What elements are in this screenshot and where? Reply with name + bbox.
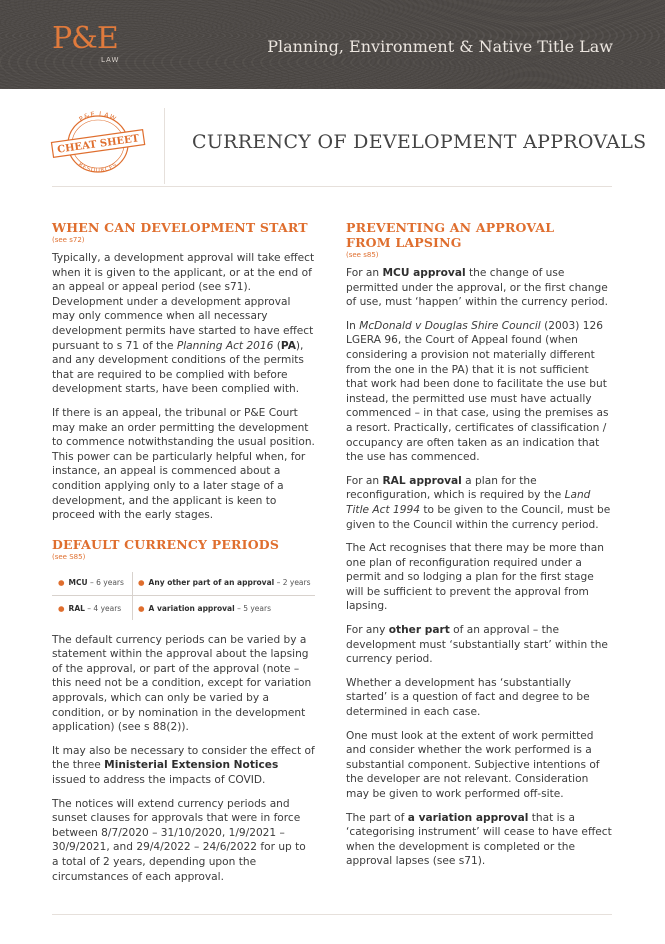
paragraph: Whether a development has ‘substantially started’ is a question of fact and degree to be determined in each case.	[346, 676, 590, 719]
paragraph	[346, 811, 613, 869]
text-run: a plan for the reconfiguration, which is required by the	[346, 474, 565, 502]
paragraph: The Act recognises that there may be more than one plan of reconfiguration required under a permit and so lodging a plan for the first stage will be sufficient to prevent the approval from lapsing.	[346, 542, 604, 613]
heading-line: FROM LAPSING	[346, 235, 462, 250]
act-citation: Land Title Act 1994	[346, 489, 591, 516]
text-run: For an	[346, 474, 383, 487]
text-run: the change of use permitted under the approval, or the first change of use, must ‘happen’ within the currency period.	[346, 267, 609, 309]
text-run: of an approval – the development must ‘substantially start’ within the currency period.	[346, 624, 608, 666]
text-run: (2003) 126 LGERA 96, the Court of Appeal found (when considering a provision not materially different from the one in the PA) that it is not sufficient that work had been done to facilitate the use but instead, the permitted use must have actually commenced – in that case, using the premises as a resort. Practically, certificates of classification / occupancy are often taken as an indication that the use has commenced.	[346, 319, 609, 464]
defined-term: PA	[280, 339, 296, 352]
paragraph: The default currency periods can be varied by a statement within the approval about the lapsing of the approval, or part of the approval (note – this need not be a condition, except for variation approvals, which can only be varied by a condition, or by nomination in the development application) (see s 88(2)).	[52, 633, 312, 734]
logo-subtitle: LAW	[101, 56, 120, 64]
period-label: Any other part of an approval	[148, 577, 275, 587]
text-run: In	[346, 319, 360, 332]
text-run: ), and any development conditions of the permits that are required to be complied with before development starts, have been complied with.	[52, 339, 304, 396]
period-ral	[58, 602, 121, 617]
text-run: The part of	[346, 811, 408, 824]
section-ref: (see s72)	[52, 236, 85, 244]
section-ref: (see s85)	[346, 251, 379, 259]
period-label: A variation approval	[148, 603, 235, 613]
bullet-icon: ●	[138, 577, 145, 587]
text-run: For any	[346, 624, 389, 637]
section-heading-when-start: WHEN CAN DEVELOPMENT START	[52, 220, 308, 235]
text-run: issued to address the impacts of COVID.	[52, 774, 266, 787]
period-duration: – 2 years	[274, 577, 311, 587]
stamp-label: CHEAT SHEET	[56, 133, 140, 156]
text-run: (	[273, 339, 281, 352]
svg-text:P&E LAW	[78, 110, 119, 123]
bullet-icon: ●	[58, 577, 65, 587]
text-run: Typically, a development approval will take effect when it is given to the applicant, or at the end of an appeal or appeal period (see s71). Development under a development approval may only commence when all necessary development permits have started to have effect pursuant to s 71 of the	[52, 252, 315, 352]
act-citation: Planning Act 2016	[176, 339, 274, 352]
right-column	[346, 220, 613, 878]
section-ref: (see S85)	[52, 552, 86, 561]
period-variation	[138, 602, 271, 617]
period-label: RAL	[68, 603, 85, 613]
currency-periods-table	[52, 568, 315, 624]
stamp-arc-bottom: RESOURCES	[77, 161, 119, 175]
period-duration: – 6 years	[87, 577, 124, 587]
document-title: CURRENCY OF DEVELOPMENT APPROVALS	[192, 131, 647, 153]
paragraph	[346, 319, 613, 465]
defined-term: other part	[388, 624, 450, 637]
defined-term: RAL approval	[382, 474, 462, 487]
paragraph	[346, 623, 613, 667]
cheat-sheet-stamp	[48, 108, 148, 178]
text-run: to be given to the Council, must be given to the Council within the currency period.	[346, 503, 611, 531]
header-title: Planning, Environment & Native Title Law	[267, 37, 613, 56]
footer-rule	[52, 914, 612, 915]
heading-line: PREVENTING AN APPROVAL	[346, 220, 555, 235]
defined-term: a variation approval	[407, 811, 529, 824]
page-header	[0, 0, 665, 89]
paragraph	[346, 474, 613, 532]
period-label: MCU	[68, 577, 88, 587]
pe-law-logo: P&E	[52, 21, 118, 56]
defined-term: MCU approval	[382, 267, 466, 279]
paragraph: One must look at the extent of work permitted and consider whether the work performed is a substantial component. Subjective intentions of the developer are not relevant. Consideration may be given to work performed off-site.	[346, 729, 600, 800]
period-duration: – 5 years	[234, 603, 272, 613]
case-citation: McDonald v Douglas Shire Council	[359, 319, 541, 332]
stamp-arc-top: P&E LAW	[77, 109, 119, 124]
bullet-icon: ●	[58, 603, 65, 613]
defined-term: Ministerial Extension Notices	[104, 759, 279, 772]
paragraph	[52, 251, 315, 397]
title-rule	[52, 186, 612, 187]
paragraph: The notices will extend currency periods and sunset clauses for approvals that were in force between 8/7/2020 – 31/10/2020, 1/9/2021 – 30/9/2021, and 29/4/2022 – 24/6/2022 for up to a total of 2 years, depending upon the circumstances of each approval.	[52, 797, 306, 883]
paragraph	[346, 266, 613, 310]
bullet-icon: ●	[138, 603, 145, 613]
period-duration: – 4 years	[84, 603, 122, 613]
title-divider	[164, 108, 165, 184]
text-run: that is a ‘categorising instrument’ will cease to have effect when the development is completed or the approval lapses (see s71).	[346, 811, 612, 868]
text-run: It may also be necessary to consider the effect of the three	[52, 744, 315, 772]
table-divider	[52, 595, 315, 596]
table-divider	[132, 572, 133, 620]
period-other-part	[138, 576, 311, 591]
text-run: For an	[346, 267, 383, 279]
section-heading-preventing-lapse	[346, 220, 613, 250]
left-column	[52, 220, 315, 893]
period-mcu	[58, 576, 124, 591]
paragraph	[52, 744, 315, 788]
section-heading-currency-periods: DEFAULT CURRENCY PERIODS	[52, 536, 280, 552]
paragraph: If there is an appeal, the tribunal or P&E Court may make an order permitting the development to commence notwithstanding the usual position. This power can be particularly helpful when, for instance, an appeal is commenced about a condition applying only to a later stage of a development, and the applicant is keen to proceed with the early stages.	[52, 406, 315, 522]
